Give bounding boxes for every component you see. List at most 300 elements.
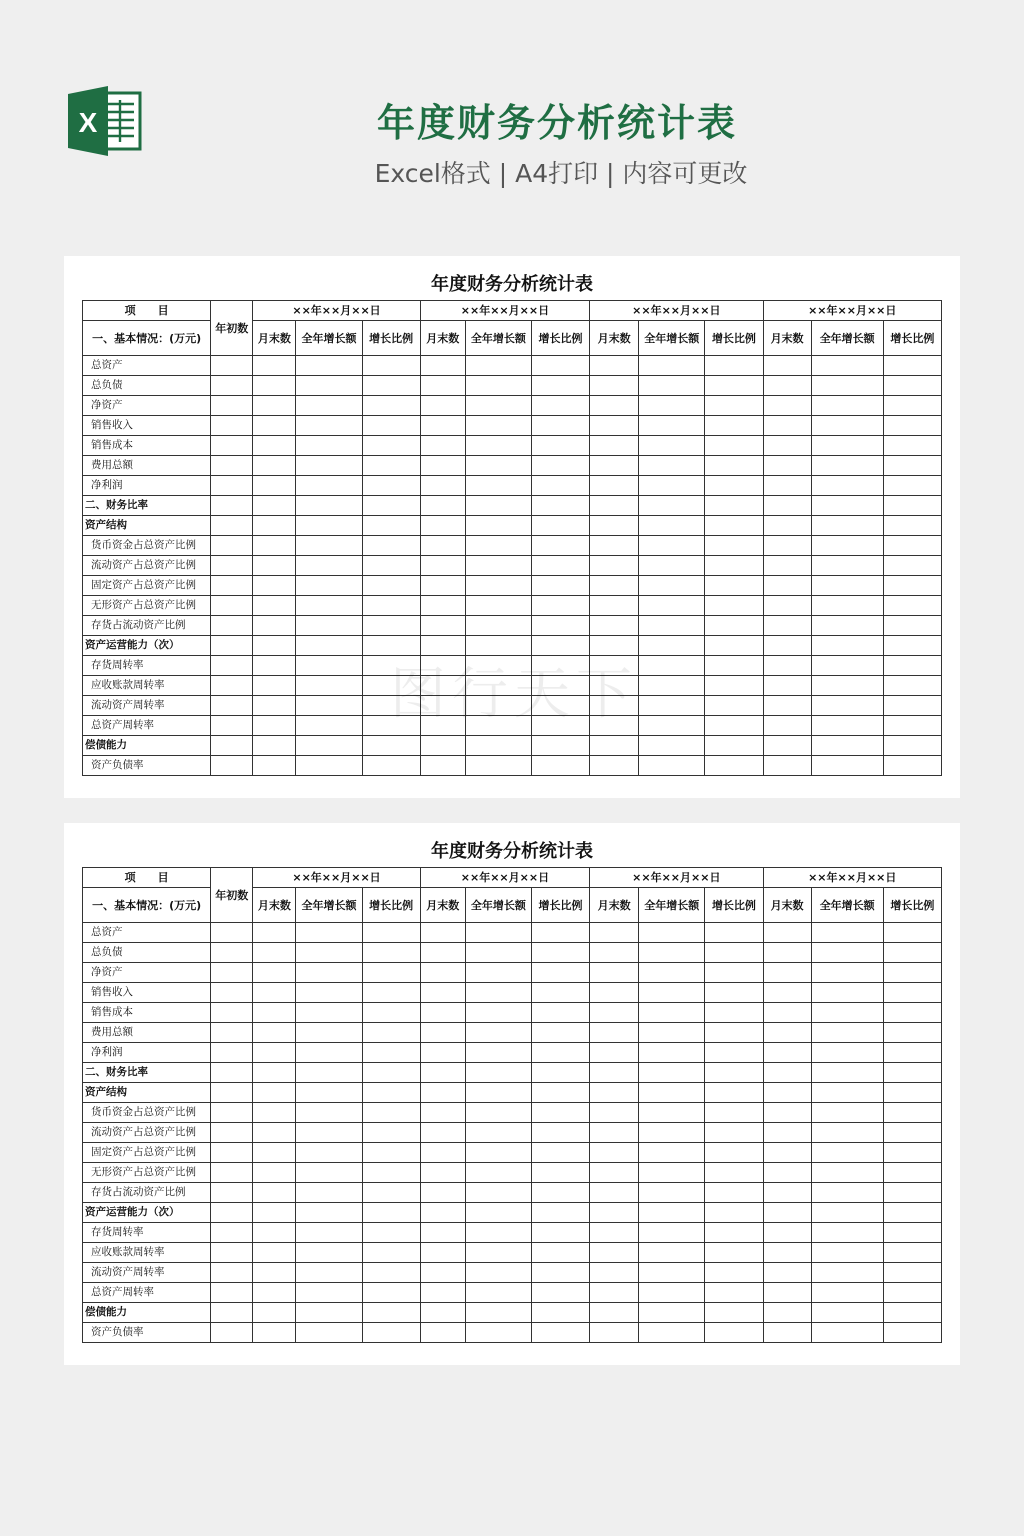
table-cell[interactable] [811,1043,883,1063]
table-cell[interactable] [590,943,639,963]
table-cell[interactable] [362,1163,420,1183]
table-cell[interactable] [465,396,531,416]
table-cell[interactable] [362,356,420,376]
table-cell[interactable] [296,756,362,776]
table-cell[interactable] [639,1203,705,1223]
table-cell[interactable] [362,536,420,556]
table-cell[interactable] [253,1103,296,1123]
table-cell[interactable] [705,1003,763,1023]
table-cell[interactable] [531,1283,589,1303]
table-cell[interactable] [639,1023,705,1043]
table-cell[interactable] [211,356,253,376]
table-cell[interactable] [811,1123,883,1143]
table-cell[interactable] [811,596,883,616]
table-cell[interactable] [253,736,296,756]
table-cell[interactable] [531,943,589,963]
table-cell[interactable] [420,676,465,696]
table-cell[interactable] [883,1163,941,1183]
table-cell[interactable] [705,983,763,1003]
table-cell[interactable] [639,1123,705,1143]
table-cell[interactable] [763,1183,811,1203]
table-cell[interactable] [590,756,639,776]
table-cell[interactable] [705,1083,763,1103]
table-cell[interactable] [296,1323,362,1343]
table-cell[interactable] [362,983,420,1003]
table-cell[interactable] [465,1203,531,1223]
table-cell[interactable] [639,356,705,376]
table-cell[interactable] [639,556,705,576]
table-cell[interactable] [465,516,531,536]
table-cell[interactable] [465,696,531,716]
table-cell[interactable] [253,436,296,456]
table-cell[interactable] [763,1043,811,1063]
table-cell[interactable] [590,1243,639,1263]
table-cell[interactable] [763,636,811,656]
table-cell[interactable] [296,436,362,456]
table-cell[interactable] [811,576,883,596]
table-cell[interactable] [811,1143,883,1163]
table-cell[interactable] [763,1143,811,1163]
table-cell[interactable] [705,716,763,736]
table-cell[interactable] [362,943,420,963]
table-cell[interactable] [811,616,883,636]
table-cell[interactable] [590,636,639,656]
table-cell[interactable] [763,656,811,676]
table-cell[interactable] [531,1163,589,1183]
table-cell[interactable] [211,1223,253,1243]
table-cell[interactable] [705,516,763,536]
table-cell[interactable] [362,1063,420,1083]
table-cell[interactable] [211,736,253,756]
table-cell[interactable] [811,1263,883,1283]
table-cell[interactable] [883,636,941,656]
table-cell[interactable] [531,616,589,636]
table-cell[interactable] [639,416,705,436]
table-cell[interactable] [705,636,763,656]
table-cell[interactable] [420,396,465,416]
table-cell[interactable] [811,516,883,536]
table-cell[interactable] [211,716,253,736]
table-cell[interactable] [590,416,639,436]
table-cell[interactable] [705,396,763,416]
table-cell[interactable] [639,1163,705,1183]
table-cell[interactable] [705,556,763,576]
table-cell[interactable] [811,416,883,436]
table-cell[interactable] [211,923,253,943]
table-cell[interactable] [763,1243,811,1263]
table-cell[interactable] [420,696,465,716]
table-cell[interactable] [811,1103,883,1123]
table-cell[interactable] [705,963,763,983]
table-cell[interactable] [590,736,639,756]
table-cell[interactable] [211,376,253,396]
table-cell[interactable] [590,696,639,716]
table-cell[interactable] [811,376,883,396]
table-cell[interactable] [420,716,465,736]
table-cell[interactable] [420,616,465,636]
table-cell[interactable] [465,756,531,776]
table-cell[interactable] [296,556,362,576]
table-cell[interactable] [883,1263,941,1283]
table-cell[interactable] [296,736,362,756]
table-cell[interactable] [465,1083,531,1103]
table-cell[interactable] [883,496,941,516]
table-cell[interactable] [531,756,589,776]
table-cell[interactable] [362,1023,420,1043]
table-cell[interactable] [465,963,531,983]
table-cell[interactable] [296,983,362,1003]
table-cell[interactable] [465,983,531,1003]
table-cell[interactable] [296,396,362,416]
table-cell[interactable] [531,1323,589,1343]
table-cell[interactable] [211,1183,253,1203]
table-cell[interactable] [531,1303,589,1323]
table-cell[interactable] [590,923,639,943]
table-cell[interactable] [705,1183,763,1203]
table-cell[interactable] [420,756,465,776]
table-cell[interactable] [705,696,763,716]
table-cell[interactable] [253,1143,296,1163]
table-cell[interactable] [883,616,941,636]
table-cell[interactable] [362,1083,420,1103]
table-cell[interactable] [763,943,811,963]
table-cell[interactable] [296,636,362,656]
table-cell[interactable] [883,1043,941,1063]
table-cell[interactable] [296,1263,362,1283]
table-cell[interactable] [253,1163,296,1183]
table-cell[interactable] [362,436,420,456]
table-cell[interactable] [705,1243,763,1263]
table-cell[interactable] [465,476,531,496]
table-cell[interactable] [465,1323,531,1343]
table-cell[interactable] [531,1063,589,1083]
table-cell[interactable] [639,736,705,756]
table-cell[interactable] [362,676,420,696]
table-cell[interactable] [465,676,531,696]
table-cell[interactable] [211,1083,253,1103]
table-cell[interactable] [531,1003,589,1023]
table-cell[interactable] [465,416,531,436]
table-cell[interactable] [531,676,589,696]
table-cell[interactable] [362,1223,420,1243]
table-cell[interactable] [253,416,296,436]
table-cell[interactable] [531,496,589,516]
table-cell[interactable] [296,1303,362,1323]
table-cell[interactable] [811,676,883,696]
table-cell[interactable] [590,963,639,983]
table-cell[interactable] [296,1103,362,1123]
table-cell[interactable] [705,1143,763,1163]
table-cell[interactable] [296,576,362,596]
table-cell[interactable] [296,1243,362,1263]
table-cell[interactable] [362,1043,420,1063]
table-cell[interactable] [296,1163,362,1183]
table-cell[interactable] [420,963,465,983]
table-cell[interactable] [531,396,589,416]
table-cell[interactable] [811,1283,883,1303]
table-cell[interactable] [639,596,705,616]
table-cell[interactable] [465,616,531,636]
table-cell[interactable] [211,983,253,1003]
table-cell[interactable] [531,1143,589,1163]
table-cell[interactable] [883,396,941,416]
table-cell[interactable] [705,1263,763,1283]
table-cell[interactable] [362,1103,420,1123]
table-cell[interactable] [763,456,811,476]
table-cell[interactable] [420,516,465,536]
table-cell[interactable] [420,1283,465,1303]
table-cell[interactable] [590,676,639,696]
table-cell[interactable] [639,1243,705,1263]
table-cell[interactable] [253,716,296,736]
table-cell[interactable] [253,1083,296,1103]
table-cell[interactable] [590,1203,639,1223]
table-cell[interactable] [639,1183,705,1203]
table-cell[interactable] [531,376,589,396]
table-cell[interactable] [705,923,763,943]
table-cell[interactable] [211,436,253,456]
table-cell[interactable] [465,1283,531,1303]
table-cell[interactable] [253,963,296,983]
table-cell[interactable] [531,356,589,376]
table-cell[interactable] [705,1043,763,1063]
table-cell[interactable] [420,1163,465,1183]
table-cell[interactable] [253,1303,296,1323]
table-cell[interactable] [763,963,811,983]
table-cell[interactable] [296,1203,362,1223]
table-cell[interactable] [420,1063,465,1083]
table-cell[interactable] [811,963,883,983]
table-cell[interactable] [705,356,763,376]
table-cell[interactable] [639,516,705,536]
table-cell[interactable] [883,1203,941,1223]
table-cell[interactable] [253,516,296,536]
table-cell[interactable] [639,923,705,943]
table-cell[interactable] [362,1243,420,1263]
table-cell[interactable] [883,676,941,696]
table-cell[interactable] [362,1003,420,1023]
table-cell[interactable] [531,656,589,676]
table-cell[interactable] [362,636,420,656]
table-cell[interactable] [883,1243,941,1263]
table-cell[interactable] [811,1083,883,1103]
table-cell[interactable] [253,596,296,616]
table-cell[interactable] [296,716,362,736]
table-cell[interactable] [590,396,639,416]
table-cell[interactable] [705,536,763,556]
table-cell[interactable] [705,476,763,496]
table-cell[interactable] [590,596,639,616]
table-cell[interactable] [705,436,763,456]
table-cell[interactable] [465,1243,531,1263]
table-cell[interactable] [705,1283,763,1303]
table-cell[interactable] [296,356,362,376]
table-cell[interactable] [531,516,589,536]
table-cell[interactable] [465,1263,531,1283]
table-cell[interactable] [296,676,362,696]
table-cell[interactable] [883,376,941,396]
table-cell[interactable] [639,436,705,456]
table-cell[interactable] [211,1023,253,1043]
table-cell[interactable] [883,516,941,536]
table-cell[interactable] [763,436,811,456]
table-cell[interactable] [590,516,639,536]
table-cell[interactable] [420,1083,465,1103]
table-cell[interactable] [362,1143,420,1163]
table-cell[interactable] [763,1063,811,1083]
table-cell[interactable] [211,943,253,963]
table-cell[interactable] [420,1263,465,1283]
table-cell[interactable] [639,756,705,776]
table-cell[interactable] [811,1063,883,1083]
table-cell[interactable] [211,456,253,476]
table-cell[interactable] [811,1023,883,1043]
table-cell[interactable] [362,1323,420,1343]
table-cell[interactable] [590,1143,639,1163]
table-cell[interactable] [883,556,941,576]
table-cell[interactable] [883,736,941,756]
table-cell[interactable] [639,676,705,696]
table-cell[interactable] [763,983,811,1003]
table-cell[interactable] [420,456,465,476]
table-cell[interactable] [531,1023,589,1043]
table-cell[interactable] [420,536,465,556]
table-cell[interactable] [590,456,639,476]
table-cell[interactable] [705,1063,763,1083]
table-cell[interactable] [253,1123,296,1143]
table-cell[interactable] [211,1263,253,1283]
table-cell[interactable] [883,1303,941,1323]
table-cell[interactable] [420,436,465,456]
table-cell[interactable] [763,1163,811,1183]
table-cell[interactable] [811,923,883,943]
table-cell[interactable] [531,576,589,596]
table-cell[interactable] [253,496,296,516]
table-cell[interactable] [763,496,811,516]
table-cell[interactable] [531,1263,589,1283]
table-cell[interactable] [253,1243,296,1263]
table-cell[interactable] [420,656,465,676]
table-cell[interactable] [296,923,362,943]
table-cell[interactable] [253,396,296,416]
table-cell[interactable] [763,416,811,436]
table-cell[interactable] [639,376,705,396]
table-cell[interactable] [763,516,811,536]
table-cell[interactable] [883,356,941,376]
table-cell[interactable] [465,596,531,616]
table-cell[interactable] [420,1143,465,1163]
table-cell[interactable] [465,496,531,516]
table-cell[interactable] [590,1023,639,1043]
table-cell[interactable] [883,656,941,676]
table-cell[interactable] [705,1123,763,1143]
table-cell[interactable] [362,596,420,616]
table-cell[interactable] [420,1123,465,1143]
table-cell[interactable] [465,923,531,943]
table-cell[interactable] [590,1223,639,1243]
table-cell[interactable] [763,1303,811,1323]
table-cell[interactable] [253,1183,296,1203]
table-cell[interactable] [420,1003,465,1023]
table-cell[interactable] [420,1303,465,1323]
table-cell[interactable] [811,636,883,656]
table-cell[interactable] [362,376,420,396]
table-cell[interactable] [362,1283,420,1303]
table-cell[interactable] [763,1323,811,1343]
table-cell[interactable] [465,943,531,963]
table-cell[interactable] [883,536,941,556]
table-cell[interactable] [639,983,705,1003]
table-cell[interactable] [531,456,589,476]
table-cell[interactable] [639,576,705,596]
table-cell[interactable] [211,536,253,556]
table-cell[interactable] [639,1283,705,1303]
table-cell[interactable] [531,963,589,983]
table-cell[interactable] [362,696,420,716]
table-cell[interactable] [883,716,941,736]
table-cell[interactable] [811,943,883,963]
table-cell[interactable] [883,1283,941,1303]
table-cell[interactable] [253,1043,296,1063]
table-cell[interactable] [296,656,362,676]
table-cell[interactable] [253,923,296,943]
table-cell[interactable] [211,616,253,636]
table-cell[interactable] [362,616,420,636]
table-cell[interactable] [763,616,811,636]
table-cell[interactable] [811,396,883,416]
table-cell[interactable] [590,376,639,396]
table-cell[interactable] [253,636,296,656]
table-cell[interactable] [465,456,531,476]
table-cell[interactable] [296,496,362,516]
table-cell[interactable] [296,1123,362,1143]
table-cell[interactable] [253,476,296,496]
table-cell[interactable] [590,1083,639,1103]
table-cell[interactable] [763,376,811,396]
table-cell[interactable] [811,983,883,1003]
table-cell[interactable] [531,1123,589,1143]
table-cell[interactable] [465,1003,531,1023]
table-cell[interactable] [465,1103,531,1123]
table-cell[interactable] [639,456,705,476]
table-cell[interactable] [211,696,253,716]
table-cell[interactable] [639,696,705,716]
table-cell[interactable] [531,1103,589,1123]
table-cell[interactable] [362,516,420,536]
table-cell[interactable] [531,1223,589,1243]
table-cell[interactable] [883,1183,941,1203]
table-cell[interactable] [296,943,362,963]
table-cell[interactable] [531,696,589,716]
table-cell[interactable] [420,1223,465,1243]
table-cell[interactable] [253,616,296,636]
table-cell[interactable] [420,1323,465,1343]
table-cell[interactable] [253,756,296,776]
table-cell[interactable] [883,456,941,476]
table-cell[interactable] [639,716,705,736]
table-cell[interactable] [883,1223,941,1243]
table-cell[interactable] [362,1303,420,1323]
table-cell[interactable] [811,1003,883,1023]
table-cell[interactable] [420,496,465,516]
table-cell[interactable] [590,656,639,676]
table-cell[interactable] [811,1243,883,1263]
table-cell[interactable] [811,536,883,556]
table-cell[interactable] [883,943,941,963]
table-cell[interactable] [362,1203,420,1223]
table-cell[interactable] [763,756,811,776]
table-cell[interactable] [639,943,705,963]
